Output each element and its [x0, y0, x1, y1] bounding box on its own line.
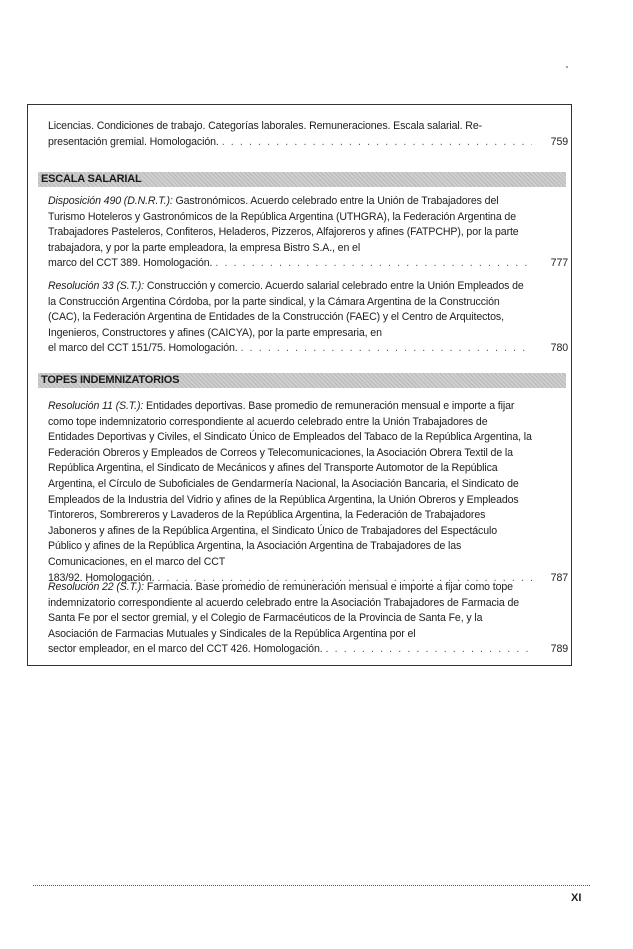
entry-last-line	[48, 642, 568, 658]
entry-text	[48, 279, 568, 341]
entry-description: Farmacia. Base promedio de remuneración mensual e importe a fijar como tope indemnizatorio correspondiente al acuerdo celebrado entre la Asociación Trabajadores de Farmacia de Santa Fe por el sector gremial, y el Colegio de Farmacéuticos de la Provincia de Santa Fe, y la Asociación de Farmacias Mutuales y Sindicales de la República Argentina por el	[48, 581, 520, 640]
dot-leader	[222, 135, 532, 151]
index-entry-resolucion-11	[48, 399, 568, 586]
page-number: 759	[550, 135, 568, 148]
page-number: 780	[550, 342, 568, 355]
entry-reference: Resolución 11 (S.T.):	[48, 400, 144, 412]
entry-last-text: 183/92. Homologación.	[48, 571, 155, 584]
section-header-topes-indemnizatorios: TOPES INDEMNIZATORIOS	[38, 373, 566, 388]
page-number: 787	[550, 571, 568, 584]
dot-leader	[241, 341, 532, 357]
entry-last-line	[48, 135, 568, 151]
entry-description: Gastronómicos. Acuerdo celebrado entre la Unión de Trabajadores del Turismo Hoteleros y Gastronómicos de la República Argentina (UTHGRA), la Federación Argentina de Trabajadores Pasteleros, Confiteros, Heladeros, Pizzeros, Alfajoreros y afines (FATPCHP), por la parte trabajadora, y por la parte empleadora, la empresa Bistro S.A., en el	[48, 195, 519, 254]
entry-last-text: marco del CCT 389. Homologación.	[48, 257, 213, 270]
index-entry-licencias	[48, 119, 568, 150]
entry-description: Entidades deportivas. Base promedio de remuneración mensual e importe a fijar como tope indemnizatorio correspondiente al acuerdo celebrado entre la Unión Trabajadores de Entidades Deportivas y Civiles, el Sindicato Único de Empleados del Tabaco de la República Argentina, la Federación Obreros y Empleados de Correos y Telecomunicaciones, la Asociación Obrera Textil de la República Argentina, el Sindicato de Mecánicos y afines del Transporte Automotor de la República Argentina, el Círculo de Suboficiales de Gendarmería Nacional, la Asociación Bancaria, el Sindicato de Empleados de la Industria del Vidrio y afines de la República Argentina, la Unión Obreros y Empleados Tintoreros, Sombrereros y Lavaderos de la República Argentina, la Federación de Trabajadores Jaboneros y afines de la República Argentina, el Sindicato Único de Trabajadores del Espectáculo Público y afines de la República Argentina, la Asociación Argentina de Trabajadores de las Comunicaciones, en el marco del CCT	[48, 400, 532, 568]
paper-speck	[566, 66, 568, 68]
entry-last-text: sector empleador, en el marco del CCT 426. Homologación.	[48, 643, 323, 656]
index-entry-disposicion-490	[48, 194, 568, 272]
entry-reference: Resolución 33 (S.T.):	[48, 280, 145, 292]
footer-dotted-rule	[33, 885, 590, 886]
entry-last-line	[48, 341, 568, 357]
entry-last-text: el marco del CCT 151/75. Homologación.	[48, 342, 238, 355]
index-entry-resolucion-33	[48, 279, 568, 357]
entry-text	[48, 580, 568, 642]
entry-text	[48, 194, 568, 256]
section-header-escala-salarial: ESCALA SALARIAL	[38, 172, 566, 187]
entry-last-text: presentación gremial. Homologación.	[48, 135, 219, 148]
dot-leader	[326, 642, 532, 658]
entry-reference: Disposición 490 (D.N.R.T.):	[48, 195, 173, 207]
entry-text: Licencias. Condiciones de trabajo. Categorías laborales. Remuneraciones. Escala salarial. Re-	[48, 120, 483, 132]
page-number: 777	[550, 257, 568, 270]
entry-description: Construcción y comercio. Acuerdo salarial celebrado entre la Unión Empleados de la Construcción Argentina Córdoba, por la parte sindical, y la Cámara Argentina de la Construcción (CAC), la Federación Argentina de Entidades de la Construcción (FAEC) y el Centro de Arquitectos, Ingenieros, Constructores y afines (CAICYA), por la parte empresaria, en	[48, 280, 524, 339]
entry-reference: Resolución 22 (S.T.):	[48, 581, 145, 593]
dot-leader	[215, 256, 532, 272]
page-number: 789	[550, 643, 568, 656]
entry-last-line	[48, 256, 568, 272]
entry-text	[48, 399, 568, 571]
index-entry-resolucion-22	[48, 580, 568, 658]
folio-page-number: XI	[571, 892, 582, 904]
